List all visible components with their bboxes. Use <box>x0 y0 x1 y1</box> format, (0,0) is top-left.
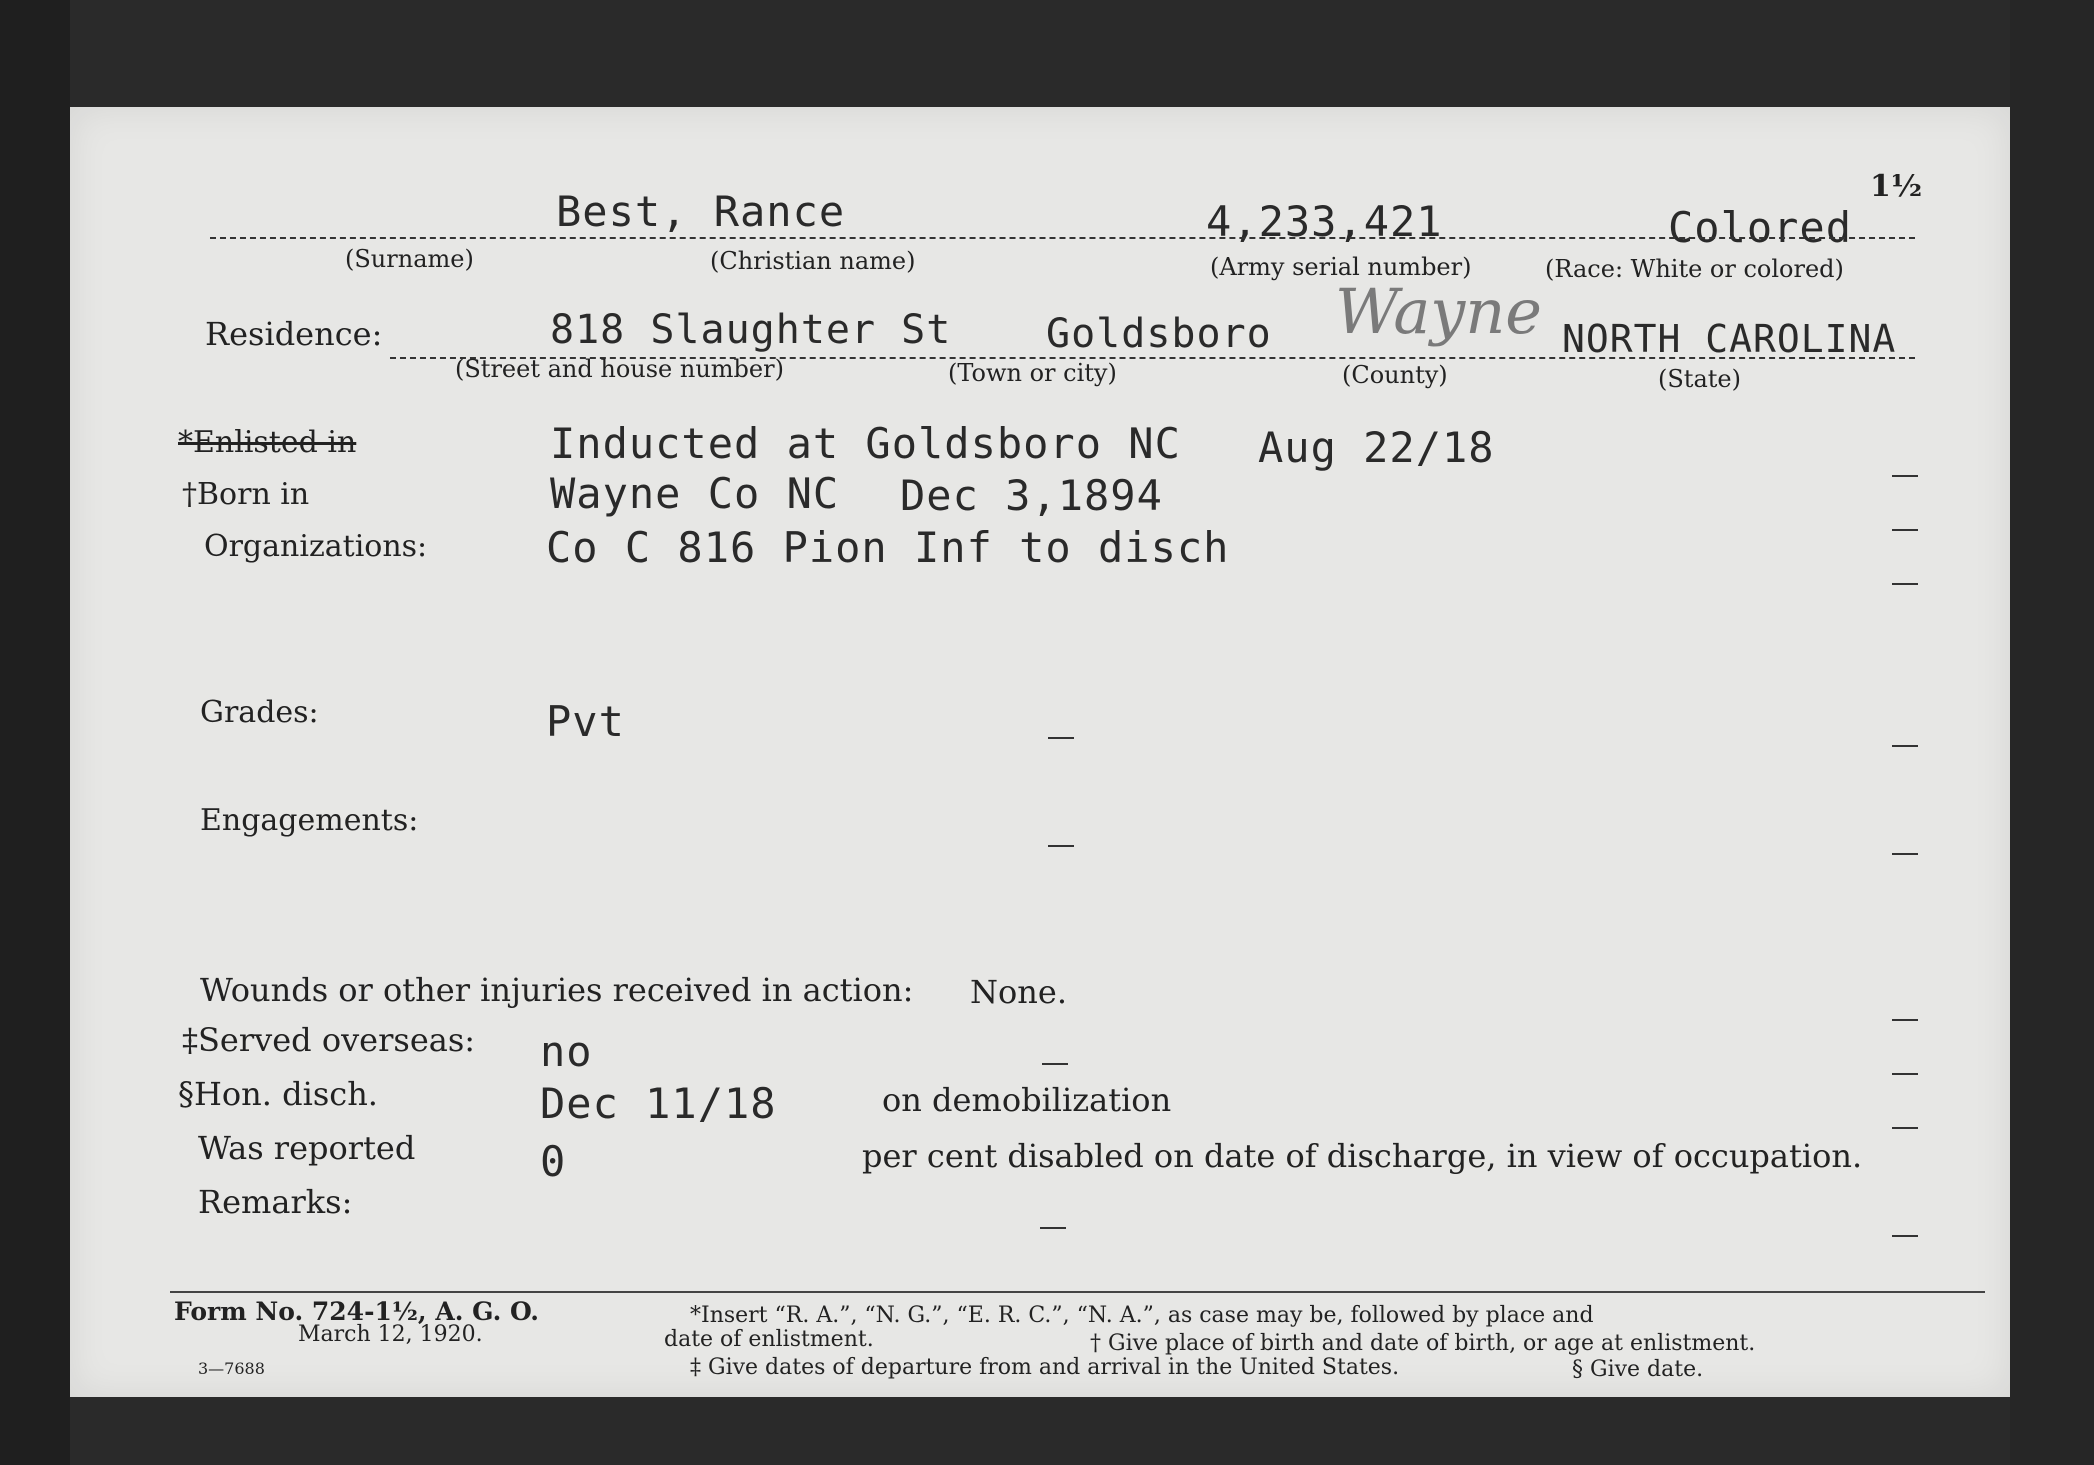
christian-name-caption: (Christian name) <box>710 247 916 275</box>
residence-state: NORTH CAROLINA <box>1562 317 1897 361</box>
overseas-label: ‡Served overseas: <box>182 1021 476 1059</box>
born-label: †Born in <box>182 477 310 512</box>
soldier-name: Best, Rance <box>556 187 846 236</box>
footer-line <box>170 1291 1985 1293</box>
engagements-label: Engagements: <box>200 803 419 838</box>
residence-county: Wayne <box>1335 275 1542 348</box>
form-number: Form No. 724-1½, A. G. O. <box>174 1297 540 1326</box>
serial-caption: (Army serial number) <box>1210 253 1472 281</box>
born-mark <box>1892 529 1918 531</box>
born-date: Dec 3,1894 <box>900 471 1163 520</box>
born-value: Wayne Co NC <box>550 469 840 518</box>
engagements-mid-mark <box>1048 845 1074 847</box>
wounds-value: None. <box>970 973 1067 1011</box>
hon-disch-value: Dec 11/18 <box>540 1079 777 1128</box>
hon-disch-mark <box>1892 1073 1918 1075</box>
form-date: March 12, 1920. <box>298 1322 483 1347</box>
footer-note-1: *Insert “R. A.”, “N. G.”, “E. R. C.”, “N. A.”, as case may be, followed by place and <box>690 1303 1594 1328</box>
overseas-mark <box>1892 1019 1918 1021</box>
remarks-mark <box>1892 1235 1918 1237</box>
background-left <box>0 0 70 1465</box>
grades-value: Pvt <box>546 697 625 746</box>
footer-note-5: § Give date. <box>1572 1357 1704 1382</box>
remarks-label: Remarks: <box>198 1183 353 1221</box>
enlisted-label: *Enlisted in <box>178 425 357 460</box>
grades-mark <box>1892 745 1918 747</box>
corner-fraction: 1½ <box>1870 169 1923 204</box>
residence-street: 818 Slaughter St <box>550 307 952 353</box>
reported-label: Was reported <box>198 1129 416 1167</box>
footer-note-2: date of enlistment. <box>664 1327 874 1352</box>
print-code: 3—7688 <box>198 1359 265 1378</box>
organizations-mark <box>1892 583 1918 585</box>
reported-note: per cent disabled on date of discharge, in view of occupation. <box>862 1137 1863 1175</box>
residence-town: Goldsboro <box>1046 311 1272 357</box>
overseas-value: no <box>540 1027 593 1076</box>
race-caption: (Race: White or colored) <box>1545 255 1844 283</box>
footer-note-3: † Give place of birth and date of birth, or age at enlistment. <box>1090 1331 1756 1356</box>
state-caption: (State) <box>1658 365 1741 393</box>
grades-mid-mark <box>1048 737 1074 739</box>
street-caption: (Street and house number) <box>455 355 784 383</box>
enlisted-value: Inducted at Goldsboro NC <box>550 419 1181 468</box>
remarks-mid-mark <box>1040 1227 1066 1229</box>
county-caption: (County) <box>1342 361 1448 389</box>
enlisted-date: Aug 22/18 <box>1258 423 1495 472</box>
organizations-label: Organizations: <box>204 529 428 564</box>
town-caption: (Town or city) <box>948 359 1117 387</box>
serial-number: 4,233,421 <box>1206 197 1443 246</box>
enlisted-mark <box>1892 475 1918 477</box>
reported-mark <box>1892 1127 1918 1129</box>
race-value: Colored <box>1668 203 1853 252</box>
organizations-value: Co C 816 Pion Inf to disch <box>546 523 1230 572</box>
header-line <box>210 237 1915 239</box>
grades-label: Grades: <box>200 695 319 730</box>
residence-label: Residence: <box>205 315 383 353</box>
background-right <box>2010 0 2094 1465</box>
footer-note-4: ‡ Give dates of departure from and arrival in the United States. <box>690 1355 1400 1380</box>
hon-disch-label: §Hon. disch. <box>178 1075 378 1113</box>
service-record-card <box>70 107 2010 1397</box>
engagements-mark <box>1892 853 1918 855</box>
hon-disch-note: on demobilization <box>882 1081 1172 1119</box>
overseas-mid-mark <box>1042 1063 1068 1065</box>
wounds-label: Wounds or other injuries received in action: <box>200 971 914 1009</box>
reported-value: 0 <box>540 1137 567 1186</box>
surname-caption: (Surname) <box>345 245 474 273</box>
